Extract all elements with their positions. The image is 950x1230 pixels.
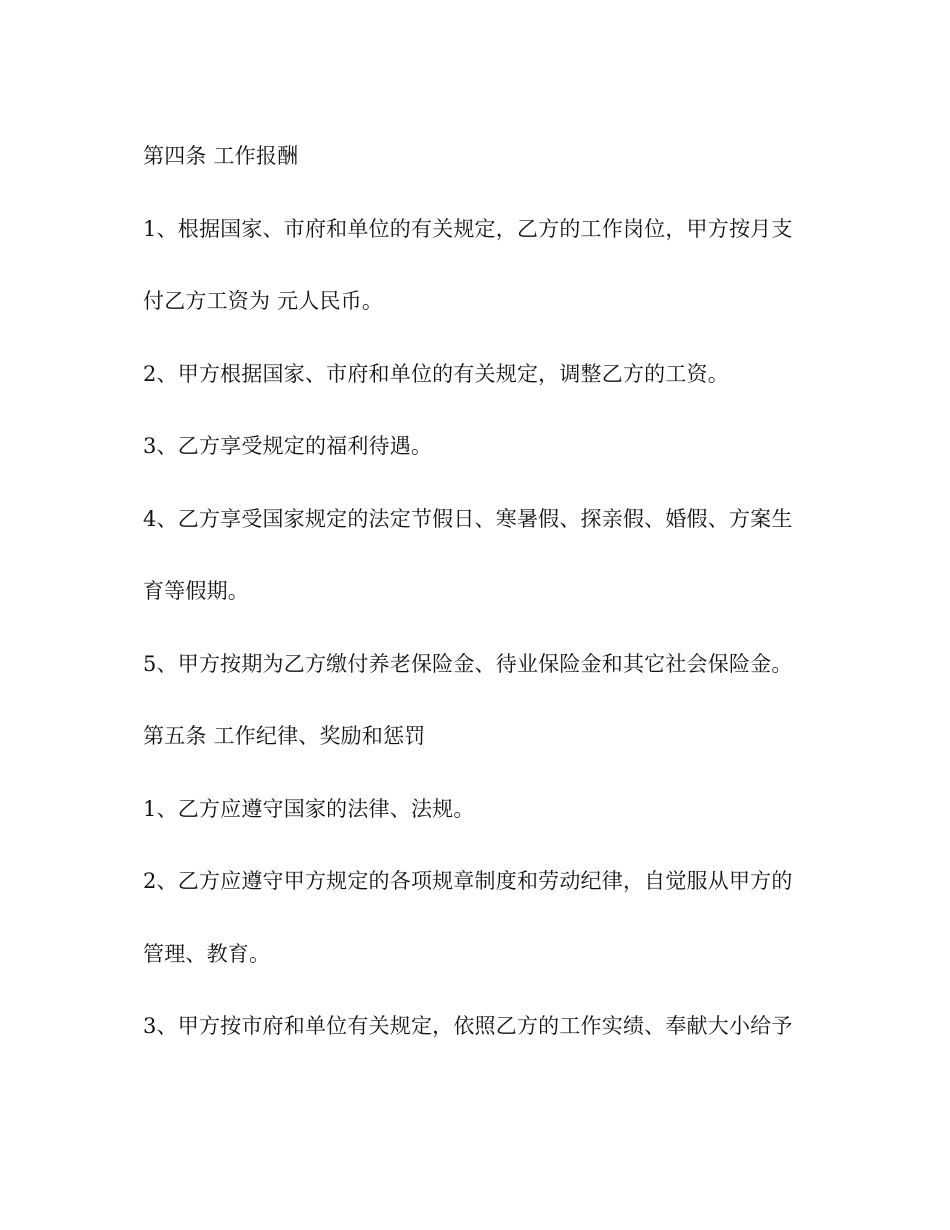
clause-4-4-line-2: 育等假期。 (143, 579, 249, 603)
section-heading-article-4: 第四条 工作报酬 (143, 144, 299, 168)
clause-4-1-line-2: 付乙方工资为 元人民币。 (143, 289, 384, 313)
clause-5-3-line-1: 3、甲方按市府和单位有关规定，依照乙方的工作实绩、奉献大小给予 (143, 1014, 793, 1038)
clause-5-2-line-1: 2、乙方应遵守甲方规定的各项规章制度和劳动纪律，自觉服从甲方的 (143, 869, 793, 893)
section-heading-article-5: 第五条 工作纪律、奖励和惩罚 (143, 724, 426, 748)
clause-4-3: 3、乙方享受规定的福利待遇。 (143, 434, 433, 458)
clause-4-2: 2、甲方根据国家、市府和单位的有关规定，调整乙方的工资。 (143, 362, 729, 386)
clause-4-5: 5、甲方按期为乙方缴付养老保险金、待业保险金和其它社会保险金。 (143, 652, 793, 676)
clause-5-2-line-2: 管理、教育。 (143, 942, 271, 966)
clause-4-1-line-1: 1、根据国家、市府和单位的有关规定，乙方的工作岗位，甲方按月支 (143, 217, 793, 241)
clause-4-4-line-1: 4、乙方享受国家规定的法定节假日、寒暑假、探亲假、婚假、方案生 (143, 507, 793, 531)
clause-5-1: 1、乙方应遵守国家的法律、法规。 (143, 797, 475, 821)
